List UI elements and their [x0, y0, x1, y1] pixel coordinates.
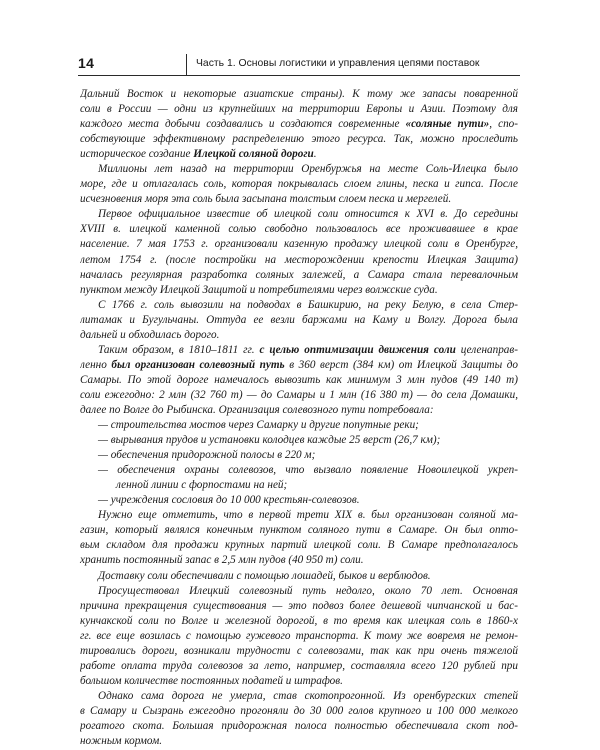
text-line: кунчакской соли по Волге и железной дорогой, в то время как илецкая соль в 1860-х: [80, 614, 518, 627]
bold-term: «соляные пути»: [405, 118, 490, 131]
list-item: — вырывания прудов и установки колодцев каждые 25 верст (26,7 км);: [98, 434, 441, 447]
text-line: собствующие эффективному распределению этого ресурса. Так, можно проследить: [80, 133, 518, 146]
text-line: работе оплата труда солевозов за лето, например, составляла всего 120 рублей при: [80, 659, 518, 672]
text-line: Однако сама дорога не умерла, став скотопрогонной. Из оренбургских степей: [98, 689, 518, 702]
page-header: [78, 52, 520, 76]
text-line: рогатого скота. Большая придорожная полоса полностью обеспечивала скот под-: [80, 719, 518, 732]
list-item: — обеспечения придорожной полосы в 220 м;: [98, 449, 316, 462]
bold-term: был организован солевозный путь: [111, 358, 285, 371]
text-line: началась регулярная разработка соляных залежей, а Самара стала перевалочным: [80, 268, 518, 281]
text-line: Нужно еще отметить, что в первой трети XIX в. был организован соляной ма-: [98, 509, 518, 522]
text-line: ножным кормом.: [80, 735, 163, 748]
text-line: летом 1754 г. (после постройки на месторождении крепости Илецкая Защита): [80, 253, 518, 266]
header-rule: [78, 75, 520, 76]
text-line: газин, который являлся конечным пунктом соляного пути в Самаре. Он был опто-: [80, 524, 518, 537]
header-divider: [186, 54, 187, 75]
bold-term: Илецкой соляной дороги: [193, 148, 314, 161]
list-item: — учреждения сословия до 10 000 крестьян-солевозов.: [98, 494, 360, 507]
text-line: далее по Волге до Рыбинска. Организация солевозного пути потребовала:: [80, 403, 434, 416]
text-line: Таким образом, в 1810–1811 гг. с целью оптимизации движения соли целенаправ-: [98, 343, 518, 356]
text-line: тировались дороги, возникали трудности с солевозами, так как при очень тяжелой: [80, 644, 518, 657]
text-line: ленно был организован солевозный путь в 360 верст (384 км) от Илецкой Защиты до: [80, 358, 518, 371]
text-line: Самары. По этой дороге намечалось вывозить как минимум 3 млн пудов (49 140 т): [80, 373, 518, 386]
text-line: вым складом для продажи крупных партий илецкой соли. В Самаре предполагалось: [80, 539, 518, 552]
text-line: Первое официальное известие об илецкой соли относится к XVI в. До середины: [98, 208, 518, 221]
text-line: Миллионы лет назад на территории Оренбуржья на месте Соль-Илецка было: [98, 163, 518, 176]
text-line: историческое создание Илецкой соляной дороги.: [80, 148, 317, 161]
text-line: литамак и Бугульчаны. Оттуда ее везли баржами на Каму и Волгу. Дорога была: [80, 313, 518, 326]
text-line: соли ежегодно: 2 млн (32 760 т) — до Самары и 1 млн (16 380 т) — до села Домашки,: [80, 388, 518, 401]
text-line: хранить постоянный запас в 2,5 млн пудов (40 950 т) соли.: [80, 554, 364, 567]
text-line: XVIII в. илецкой каменной солью свободно пользовалось все проживавшее в крае: [80, 223, 518, 236]
list-item: — обеспечения охраны солевозов, что вызвало появление Новоилецкой укреп-: [98, 464, 518, 477]
list-item: — строительства мостов через Самарку и другие попутные реки;: [98, 419, 419, 432]
text-line: в Самару и Сызрань ежегодно прогоняли до 30 000 голов крупного и 100 000 мелкого: [80, 704, 518, 717]
text-line: Просуществовал Илецкий солевозный путь недолго, около 70 лет. Основная: [98, 584, 518, 597]
body-text: [80, 87, 518, 749]
text-line: исчезновения моря эта соль была засыпана толстым слоем песка и мергелей.: [80, 193, 452, 206]
text-line: каждого места добычи создавались и создаются современные «соляные пути», спо-: [80, 118, 518, 131]
running-title: Часть 1. Основы логистики и управления цепями поставок: [196, 58, 480, 69]
text-line: пунктом между Илецкой Защитой и потребителями через волжские суда.: [80, 283, 438, 296]
text-line: соли в России — одни из крупнейших на территории Европы и Азии. Поэтому для: [80, 103, 518, 116]
text-line: причина прекращения существования — это подвоз более дешевой чипчанской и бас-: [80, 599, 518, 612]
page-number: 14: [78, 55, 95, 71]
text-line: гг. все еще возилась с помощью гужевого транспорта. К тому же вовремя не ремон-: [80, 629, 518, 642]
text-line: Дальний Восток и некоторые азиатские страны). К тому же запасы поваренной: [80, 88, 518, 100]
text-line: Доставку соли обеспечивали с помощью лошадей, быков и верблюдов.: [98, 569, 431, 582]
text-line: море, где и отлагалась соль, которая покрывалась слоем глины, песка и гипса. После: [80, 178, 518, 191]
bold-term: с целью оптимизации движения соли: [259, 343, 456, 356]
text-line: население. 7 мая 1753 г. организовали казенную продажу илецкой соли в Оренбурге,: [80, 238, 518, 251]
text-line: С 1766 г. соль вывозили на подводах в Башкирию, на реку Белую, в села Стер-: [98, 298, 518, 311]
list-item-continuation: ленной линии с форпостами на ней;: [116, 479, 288, 492]
text-line: большом количестве постоянных податей и штрафов.: [80, 674, 343, 687]
text-line: дальней и обходилась дорого.: [80, 328, 220, 341]
